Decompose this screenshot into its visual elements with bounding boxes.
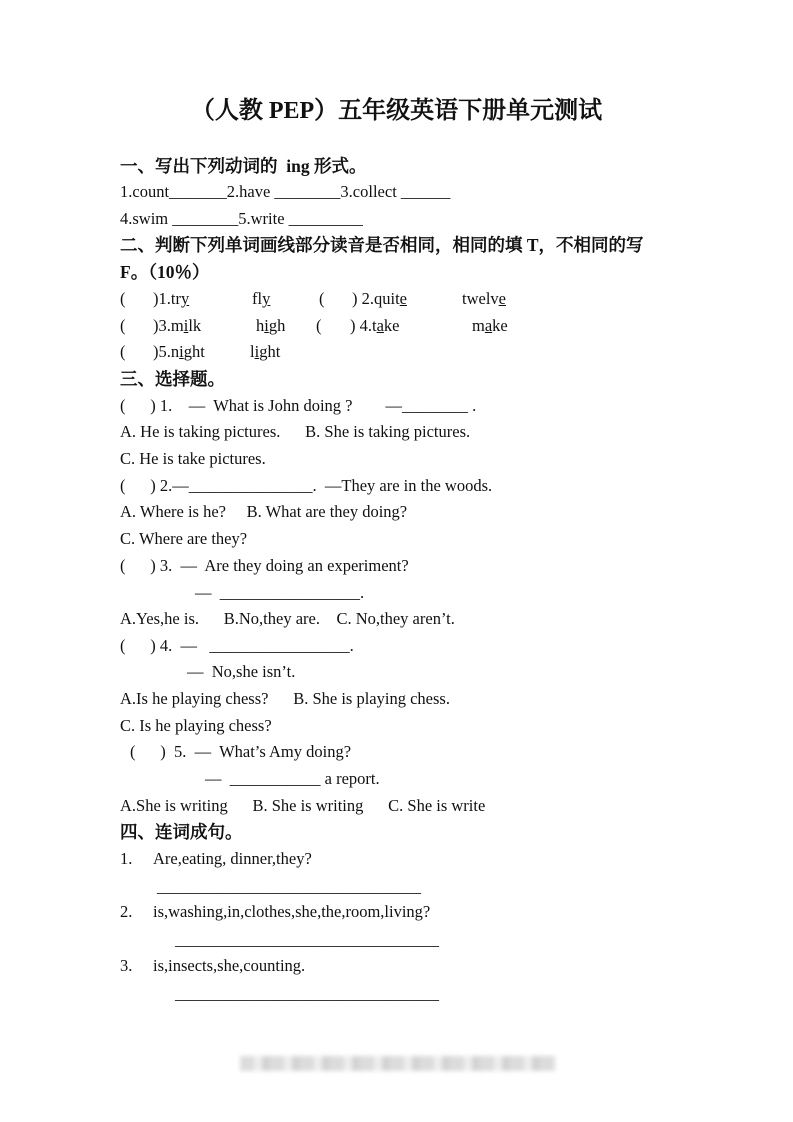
phonics-word: )3.milk [153,316,202,335]
question-1: ( ) 1. — What is John doing ? —________ . [120,396,477,415]
item-number: 1. [120,849,133,868]
answer-paren: ( [316,316,322,335]
phonics-word: high [256,316,286,335]
word-list: is,insects,she,counting. [153,956,306,975]
answer-paren: ( [120,289,126,308]
phonics-word: )1.try [153,289,190,308]
word-list: Are,eating, dinner,they? [153,849,312,868]
question-2: ( ) 2.—_______________. —They are in the woods. [120,476,493,495]
item-number: 2. [120,902,133,921]
question-5: ( ) 5. — What’s Amy doing? [130,742,352,761]
answer-paren: ( [319,289,325,308]
q4-options-a: A.Is he playing chess? B. She is playing chess. [120,689,450,708]
section2-heading: 二、判断下列单词画线部分读音是否相同，相同的填 T，不相同的写 [120,235,644,255]
section2-heading-cont: F。（10％） [120,262,210,282]
q3-answer-line: — _________________. [195,583,365,602]
document-title: （人教 PEP）五年级英语下册单元测试 [190,98,603,124]
question-4: ( ) 4. — _________________. [120,636,354,655]
section4-heading: 四、连词成句。 [120,822,243,842]
phonics-word: ) 4.take [350,316,400,335]
q5-answer-line: — ___________ a report. [205,769,380,788]
phonics-word: light [250,342,281,361]
question-3: ( ) 3. — Are they doing an experiment? [120,556,409,575]
q3-options: A.Yes,he is. B.No,they are. C. No,they aren’t. [120,609,455,628]
phonics-word: )5.night [153,342,205,361]
q5-options: A.She is writing B. She is writing C. She is write [120,796,486,815]
blurred-footer [240,1056,556,1071]
section3-heading: 三、选择题。 [120,369,225,389]
q2-options-b: C. Where are they? [120,529,248,548]
s1-line-2: 4.swim ________5.write _________ [120,209,363,228]
q1-options-b: C. He is take pictures. [120,449,266,468]
section1-heading: 一、写出下列动词的 ing 形式。 [120,156,367,176]
q1-options-a: A. He is taking pictures. B. She is taking pictures. [120,422,471,441]
word-list: is,washing,in,clothes,she,the,room,living? [153,902,431,921]
item-number: 3. [120,956,133,975]
phonics-word: make [472,316,508,335]
q4-options-b: C. Is he playing chess? [120,716,272,735]
q2-options-a: A. Where is he? B. What are they doing? [120,502,408,521]
answer-paren: ( [120,342,126,361]
answer-blank: ________________________________ [157,877,421,896]
s1-line-1: 1.count_______2.have ________3.collect ______ [120,182,451,201]
phonics-word: fly [252,289,271,308]
answer-blank: ________________________________ [175,984,439,1003]
phonics-word: twelve [462,289,506,308]
answer-paren: ( [120,316,126,335]
q4-response-line: — No,she isn’t. [187,662,296,681]
phonics-word: ) 2.quite [352,289,407,308]
answer-blank: ________________________________ [175,930,439,949]
